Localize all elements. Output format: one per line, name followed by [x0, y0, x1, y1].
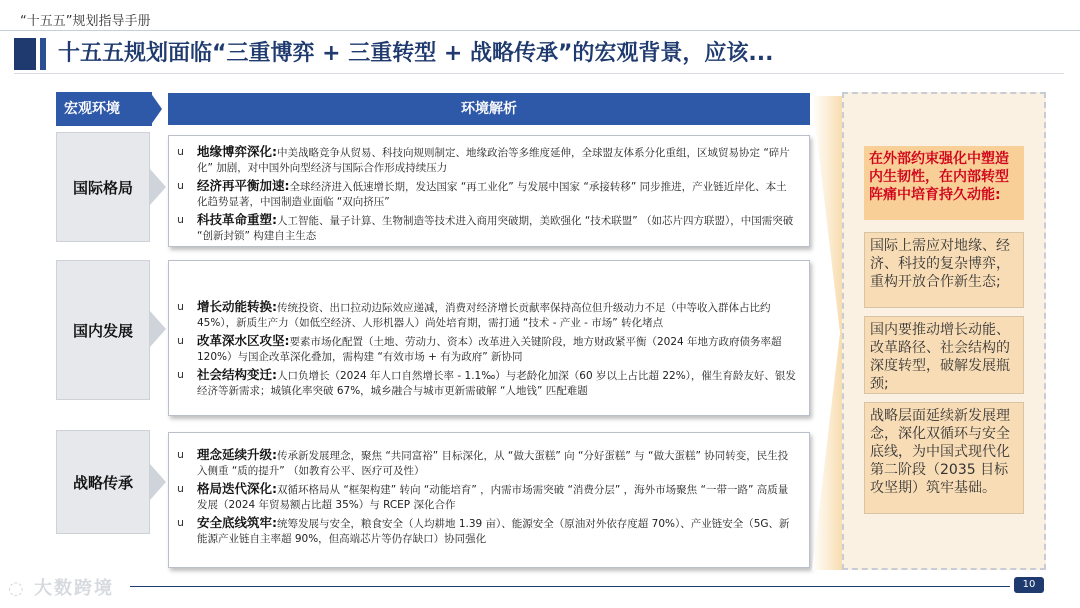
conclusion-point-domestic: 国内要推动增长动能、改革路径、社会结构的深度转型，破解发展瓶颈;	[864, 316, 1024, 394]
item-title: 科技革命重塑:	[197, 212, 277, 227]
brand-logo	[8, 574, 114, 600]
bullet-icon: u	[177, 179, 184, 192]
conclusion-point-international: 国际上需应对地缘、经济、科技的复杂博弈，重构开放合作新生态;	[864, 232, 1024, 308]
footer-divider	[130, 586, 1010, 587]
item-text: 要素市场化配置（土地、劳动力、资本）改革进入关键阶段，地方财政紧平衡（2024 年地方政府债务率超 120%）与国企改革深化叠加，需构建 “有效市场 + 有为政府” 新协同	[197, 336, 782, 363]
item-text: 统筹发展与安全，粮食安全（人均耕地 1.39 亩）、能源安全（原油对外依存度超 70%）、产业链安全（5G、新能源产业链自主率超 90%，但高端芯片等仍存缺口）协同强化	[197, 518, 790, 545]
item-title: 地缘博弈深化:	[197, 144, 277, 159]
column-header-environment: 宏观环境	[56, 92, 152, 126]
bullet-icon: u	[177, 300, 184, 313]
item-text: 中美战略竞争从贸易、科技向规则制定、地缘政治等多维度延伸，全球盟友体系分化重组，区域贸易协定 “碎片化” 加剧，对中国外向型经济与国际合作形成持续压力	[197, 147, 790, 174]
list-item	[177, 447, 797, 479]
page-number: 10	[1014, 577, 1044, 593]
list-item	[177, 367, 797, 399]
title-accent-stripe	[40, 38, 46, 70]
list-item	[177, 299, 797, 331]
item-text: 双循环格局从 “框架构建” 转向 “动能培育” ，内需市场需突破 “消费分层” ，海外市场聚焦 “一带一路” 高质量发展（2024 年贸易额占比超 35%）与 RCEP 深化合作	[197, 484, 789, 511]
logo-text: 大数跨境	[34, 578, 114, 599]
column-header-arrow	[150, 92, 162, 126]
item-text: 传承新发展理念，聚焦 “共同富裕” 目标深化，从 “做大蛋糕” 向 “分好蛋糕” 与 “做大蛋糕” 协同转变，民生投入侧重 “质的提升” （如教育公平、医疗可及性）	[197, 450, 789, 477]
item-text: 全球经济进入低速增长期，发达国家 “再工业化” 与发展中国家 “承接转移” 同步推进，产业链近岸化、本土化趋势显著，中国制造业面临 “双向挤压”	[197, 181, 787, 208]
list-item	[177, 144, 797, 176]
category-arrow	[150, 464, 166, 500]
analysis-panel-domestic	[168, 260, 810, 416]
category-domestic: 国内发展	[56, 260, 150, 400]
item-text: 人口负增长（2024 年人口自然增长率 - 1.1‰）与老龄化加深（60 岁以上占比超 22%），催生育龄友好、银发经济等新需求；城镇化率突破 67%，城乡融合与城市更新需破解 “人地钱” 匹配难题	[197, 370, 796, 397]
item-title: 社会结构变迁:	[197, 367, 277, 382]
bullet-icon: u	[177, 334, 184, 347]
bullet-icon: u	[177, 482, 184, 495]
bullet-icon: u	[177, 213, 184, 226]
item-title: 理念延续升级:	[197, 447, 277, 462]
list-item	[177, 481, 797, 513]
category-international: 国际格局	[56, 132, 150, 242]
analysis-panel-international	[168, 135, 810, 247]
bullet-icon: u	[177, 448, 184, 461]
list-item	[177, 333, 797, 365]
title-accent-bar	[14, 38, 36, 70]
document-label: “十五五”规划指导手册	[20, 14, 151, 29]
item-text: 人工智能、量子计算、生物制造等技术进入商用突破期，美欧强化 “技术联盟” （如芯片四方联盟），中国需突破 “创新封锁” 构建自主生态	[197, 215, 794, 242]
item-text: 传统投资、出口拉动边际效应递减，消费对经济增长贡献率保持高位但升级动力不足（中等收入群体占比约 45%），新质生产力（如低空经济、人形机器人）尚处培育期，需打通 “技术 - 产业 - 市场” 转化堵点	[197, 302, 771, 329]
category-arrow	[150, 169, 166, 205]
conclusion-point-strategic: 战略层面延续新发展理念，深化双循环与安全底线，为中国式现代化第二阶段（2035 目标攻坚期）筑牢基础。	[864, 402, 1024, 514]
conclusion-highlight: 在外部约束强化中塑造内生韧性，在内部转型阵痛中培育持久动能:	[864, 146, 1024, 220]
list-item	[177, 212, 797, 244]
item-title: 经济再平衡加速:	[197, 178, 290, 193]
item-title: 增长动能转换:	[197, 299, 277, 314]
category-arrow	[150, 311, 166, 347]
funnel-wedge	[812, 96, 842, 570]
bullet-icon: u	[177, 368, 184, 381]
list-item	[177, 515, 797, 547]
bullet-icon: u	[177, 516, 184, 529]
column-header-analysis: 环境解析	[168, 93, 810, 125]
bullet-icon: u	[177, 145, 184, 158]
item-title: 安全底线筑牢:	[197, 515, 277, 530]
category-strategic: 战略传承	[56, 430, 150, 534]
page-title: 十五五规划面临“三重博弈 + 三重转型 + 战略传承”的宏观背景，应该...	[58, 41, 774, 66]
item-title: 改革深水区攻坚:	[197, 333, 290, 348]
list-item	[177, 178, 797, 210]
header-divider	[0, 30, 1080, 31]
title-divider	[14, 73, 1064, 74]
logo-icon: ◌	[8, 578, 26, 599]
item-title: 格局迭代深化:	[197, 481, 277, 496]
analysis-panel-strategic	[168, 432, 810, 568]
